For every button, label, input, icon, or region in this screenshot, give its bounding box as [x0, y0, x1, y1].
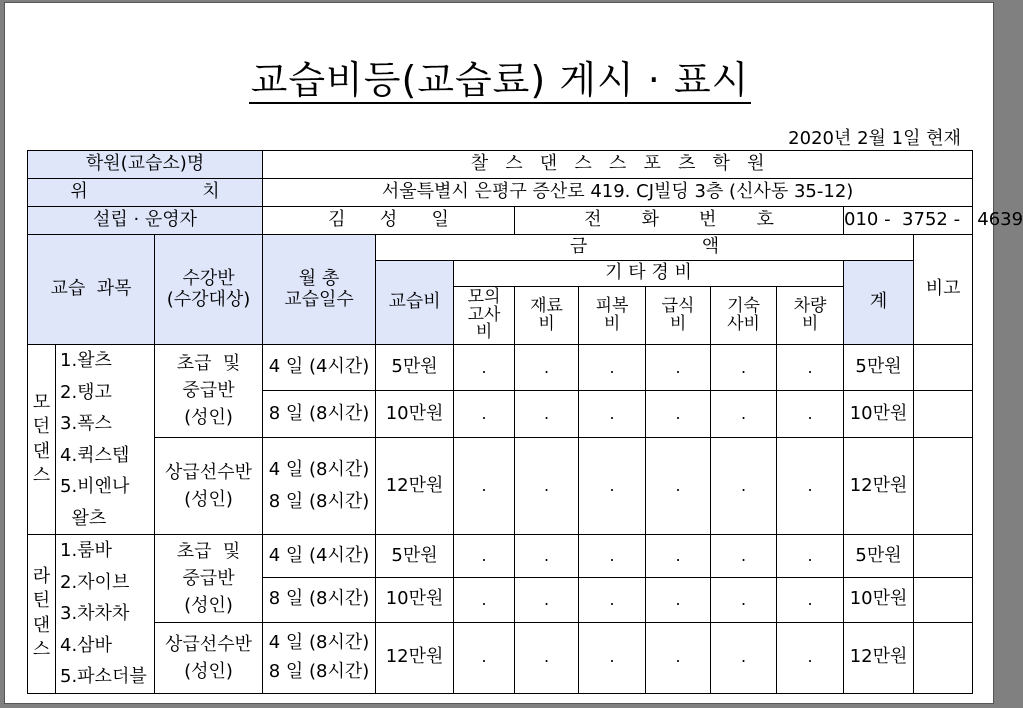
- category-latin: 라 틴 댄 스: [28, 535, 56, 694]
- material-header: 재료 비: [515, 287, 579, 345]
- note-cell: [914, 622, 973, 693]
- note-cell: [914, 577, 973, 622]
- empty-cell: .: [777, 437, 844, 534]
- tuition-cell: 5만원: [376, 345, 454, 391]
- list-item: 4.퀵스텝: [60, 444, 130, 466]
- location-value: 서울특별시 은평구 증산로 419. CJ빌딩 3층 (신사동 35-12): [263, 179, 973, 207]
- subject-header: 교습 과목: [28, 235, 155, 345]
- items-modern: [56, 345, 155, 535]
- empty-cell: .: [711, 535, 777, 578]
- title-text: 교습비등(교습료) 게시 · 표시: [250, 58, 750, 102]
- empty-cell: .: [777, 535, 844, 578]
- days-cell: 4 일 (4시간): [263, 535, 376, 578]
- empty-cell: .: [777, 622, 844, 693]
- tuition-cell: 5만원: [376, 535, 454, 578]
- phone-label: 전 화 번 호: [515, 207, 844, 235]
- empty-cell: .: [579, 577, 646, 622]
- category-modern: 모 던 댄 스: [28, 345, 56, 535]
- empty-cell: .: [777, 577, 844, 622]
- tuition-table: [27, 150, 1023, 694]
- empty-cell: .: [579, 535, 646, 578]
- empty-cell: .: [711, 622, 777, 693]
- empty-cell: .: [515, 577, 579, 622]
- list-item: 4.삼바: [60, 634, 112, 656]
- list-item: 2.자이브: [60, 571, 130, 593]
- empty-cell: .: [454, 622, 515, 693]
- operator-label: 설립 · 운영자: [28, 207, 263, 235]
- list-item: 1.룸바: [60, 540, 112, 561]
- days-header-sub: 교습일수: [284, 288, 354, 310]
- days-header-main: 월 총: [298, 267, 340, 289]
- days-cell: 4 일 (4시간): [263, 345, 376, 391]
- list-item: 2.탱고: [60, 381, 112, 403]
- tuition-cell: 10만원: [376, 577, 454, 622]
- table-row: [28, 437, 973, 534]
- table-row: [28, 622, 973, 693]
- tuition-cell: 10만원: [376, 391, 454, 437]
- days-cell: 4 일 (8시간) 8 일 (8시간): [263, 437, 376, 534]
- vehicle-header: 차량 비: [777, 287, 844, 345]
- empty-cell: .: [711, 345, 777, 391]
- class-cell: 초급 및 중급반 (성인): [155, 345, 263, 438]
- class-cell: 상급선수반 (성인): [155, 622, 263, 693]
- empty-cell: .: [454, 437, 515, 534]
- mock-exam-header: 모의 고사 비: [454, 287, 515, 345]
- name-label: 학원(교습소)명: [28, 151, 263, 179]
- list-item: 5.파소더블: [60, 666, 147, 687]
- days-header: [263, 235, 376, 345]
- other-costs-header: 기 타 경 비: [454, 261, 844, 287]
- total-cell: 5만원: [844, 345, 914, 391]
- total-cell: 12만원: [844, 437, 914, 534]
- page-title: [0, 58, 1000, 104]
- items-latin: [56, 535, 155, 694]
- empty-cell: .: [515, 622, 579, 693]
- days-cell: 4 일 (8시간) 8 일 (8시간): [263, 622, 376, 693]
- days-cell: 8 일 (8시간): [263, 391, 376, 437]
- empty-cell: .: [646, 622, 711, 693]
- note-cell: [914, 535, 973, 578]
- empty-cell: .: [454, 535, 515, 578]
- class-header-main: 수강반: [182, 267, 235, 289]
- date-text: 2020년 2월 1일 현재: [788, 128, 961, 149]
- empty-cell: .: [515, 535, 579, 578]
- note-cell: [914, 345, 973, 391]
- empty-cell: .: [646, 535, 711, 578]
- class-cell: 상급선수반 (성인): [155, 437, 263, 534]
- total-header: 계: [844, 261, 914, 345]
- empty-cell: .: [646, 391, 711, 437]
- days-cell: 8 일 (8시간): [263, 577, 376, 622]
- empty-cell: .: [646, 437, 711, 534]
- list-item: 1.왈츠: [60, 350, 112, 371]
- empty-cell: .: [579, 345, 646, 391]
- table-row: [28, 535, 973, 578]
- name-value: 찰 스 댄 스 스 포 츠 학 원: [263, 151, 973, 179]
- empty-cell: .: [711, 391, 777, 437]
- total-cell: 12만원: [844, 622, 914, 693]
- note-cell: [914, 391, 973, 437]
- dorm-header: 기숙 사비: [711, 287, 777, 345]
- operator-row: [28, 207, 973, 235]
- empty-cell: .: [579, 437, 646, 534]
- empty-cell: .: [777, 391, 844, 437]
- list-item: 3.폭스: [60, 413, 112, 434]
- tuition-header: 교습비: [376, 261, 454, 345]
- location-row: [28, 179, 973, 207]
- class-cell: 초급 및 중급반 (성인): [155, 535, 263, 623]
- note-header: 비고: [914, 235, 973, 345]
- name-row: [28, 151, 973, 179]
- list-item: 3.차차차: [60, 603, 130, 624]
- note-cell: [914, 437, 973, 534]
- empty-cell: .: [711, 437, 777, 534]
- meal-header: 급식 비: [646, 287, 711, 345]
- empty-cell: .: [454, 577, 515, 622]
- empty-cell: .: [646, 577, 711, 622]
- phone-value: 010 - 3752 - 4639: [844, 207, 973, 235]
- list-item: 5.비엔나: [60, 476, 130, 497]
- empty-cell: .: [579, 391, 646, 437]
- empty-cell: .: [454, 345, 515, 391]
- class-header: [155, 235, 263, 345]
- empty-cell: .: [646, 345, 711, 391]
- tuition-cell: 12만원: [376, 622, 454, 693]
- class-header-sub: (수강대상): [166, 288, 251, 310]
- empty-cell: .: [515, 345, 579, 391]
- total-cell: 10만원: [844, 391, 914, 437]
- table-row: [28, 345, 973, 391]
- empty-cell: .: [515, 437, 579, 534]
- operator-value: 김 성 일: [263, 207, 515, 235]
- tuition-cell: 12만원: [376, 437, 454, 534]
- total-cell: 10만원: [844, 577, 914, 622]
- header-row-1: [28, 235, 973, 261]
- empty-cell: .: [515, 391, 579, 437]
- total-cell: 5만원: [844, 535, 914, 578]
- empty-cell: .: [579, 622, 646, 693]
- amount-header: 금 액: [376, 235, 914, 261]
- list-item: 왈츠: [60, 507, 107, 529]
- empty-cell: .: [777, 345, 844, 391]
- empty-cell: .: [711, 577, 777, 622]
- empty-cell: .: [454, 391, 515, 437]
- location-label: 위 치: [28, 179, 263, 207]
- clothing-header: 피복 비: [579, 287, 646, 345]
